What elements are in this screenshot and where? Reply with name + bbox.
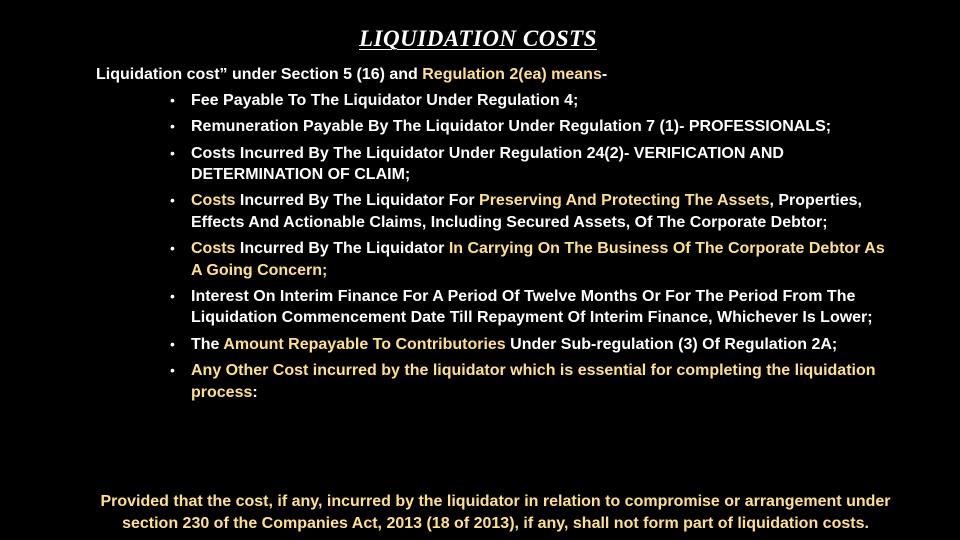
bullet-item	[170, 90, 891, 112]
proviso-text: Provided that the cost, if any, incurred by the liquidator in relation to compromise or arrangement under section 230 of the Companies Act, 2013 (18 of 2013), if any, shall not form part of liquidation costs.	[100, 493, 891, 532]
bullet-segment: Amount Repayable To Contributories	[223, 335, 506, 353]
bullet-list	[170, 90, 891, 408]
intro-segment: Liquidation cost” under Section 5 (16) and	[96, 66, 423, 83]
bullet-icon: •	[170, 287, 175, 304]
bullet-icon: •	[170, 144, 175, 161]
bullet-item	[170, 238, 891, 281]
bullet-item	[170, 334, 891, 356]
intro-line	[96, 65, 936, 85]
bullet-item	[170, 116, 891, 138]
bullet-segment: Costs	[191, 192, 236, 210]
bullet-segment: In Carrying On The Business Of The Corporate Debtor As A Going Concern;	[191, 240, 885, 279]
bullet-segment: , Properties, Effects And Actionable Claims, Including Secured Assets, Of The Corporate Debtor;	[191, 192, 862, 231]
bullet-segment: Incurred By The Liquidator	[235, 240, 449, 258]
bullet-segment: Costs Incurred By The Liquidator Under Regulation 24(2)- VERIFICATION AND DETERMINATION OF CLAIM;	[191, 144, 784, 184]
slide-title: LIQUIDATION COSTS	[359, 26, 597, 51]
bullet-icon: •	[170, 335, 175, 352]
bullet-segment: Interest On Interim Finance For A Period Of Twelve Months Or For The Period From The Liquidation Commencement Date Till Repayment Of Interim Finance, Whichever Is Lower;	[191, 287, 873, 327]
bullet-icon: •	[170, 240, 175, 257]
bullet-item	[170, 190, 891, 233]
bullet-icon: •	[170, 92, 175, 108]
bullet-segment: Preserving And Protecting The Assets	[479, 192, 770, 210]
bullet-icon: •	[170, 192, 175, 209]
bullet-segment: Costs	[191, 240, 236, 258]
intro-segment: -	[601, 66, 608, 83]
bullet-item	[170, 360, 891, 403]
bullet-segment: Incurred By The Liquidator For	[235, 192, 480, 210]
intro-segment: Regulation 2(ea) means	[422, 66, 602, 83]
bullet-icon: •	[170, 362, 175, 379]
bullet-item	[170, 286, 891, 329]
bullet-segment: Remuneration Payable By The Liquidator Under Regulation 7 (1)- PROFESSIONALS;	[191, 118, 832, 136]
bullet-icon: •	[170, 118, 175, 135]
bullet-segment: Fee Payable To The Liquidator Under Regulation 4;	[191, 92, 579, 109]
bullet-segment: Under Sub-regulation (3) Of Regulation 2A;	[505, 335, 838, 353]
bullet-segment: :	[252, 383, 258, 401]
bullet-segment: Any Other Cost incurred by the liquidator which is essential for completing the liquidation process	[191, 362, 876, 401]
bullet-item	[170, 143, 891, 186]
bullet-segment: The	[191, 335, 224, 353]
